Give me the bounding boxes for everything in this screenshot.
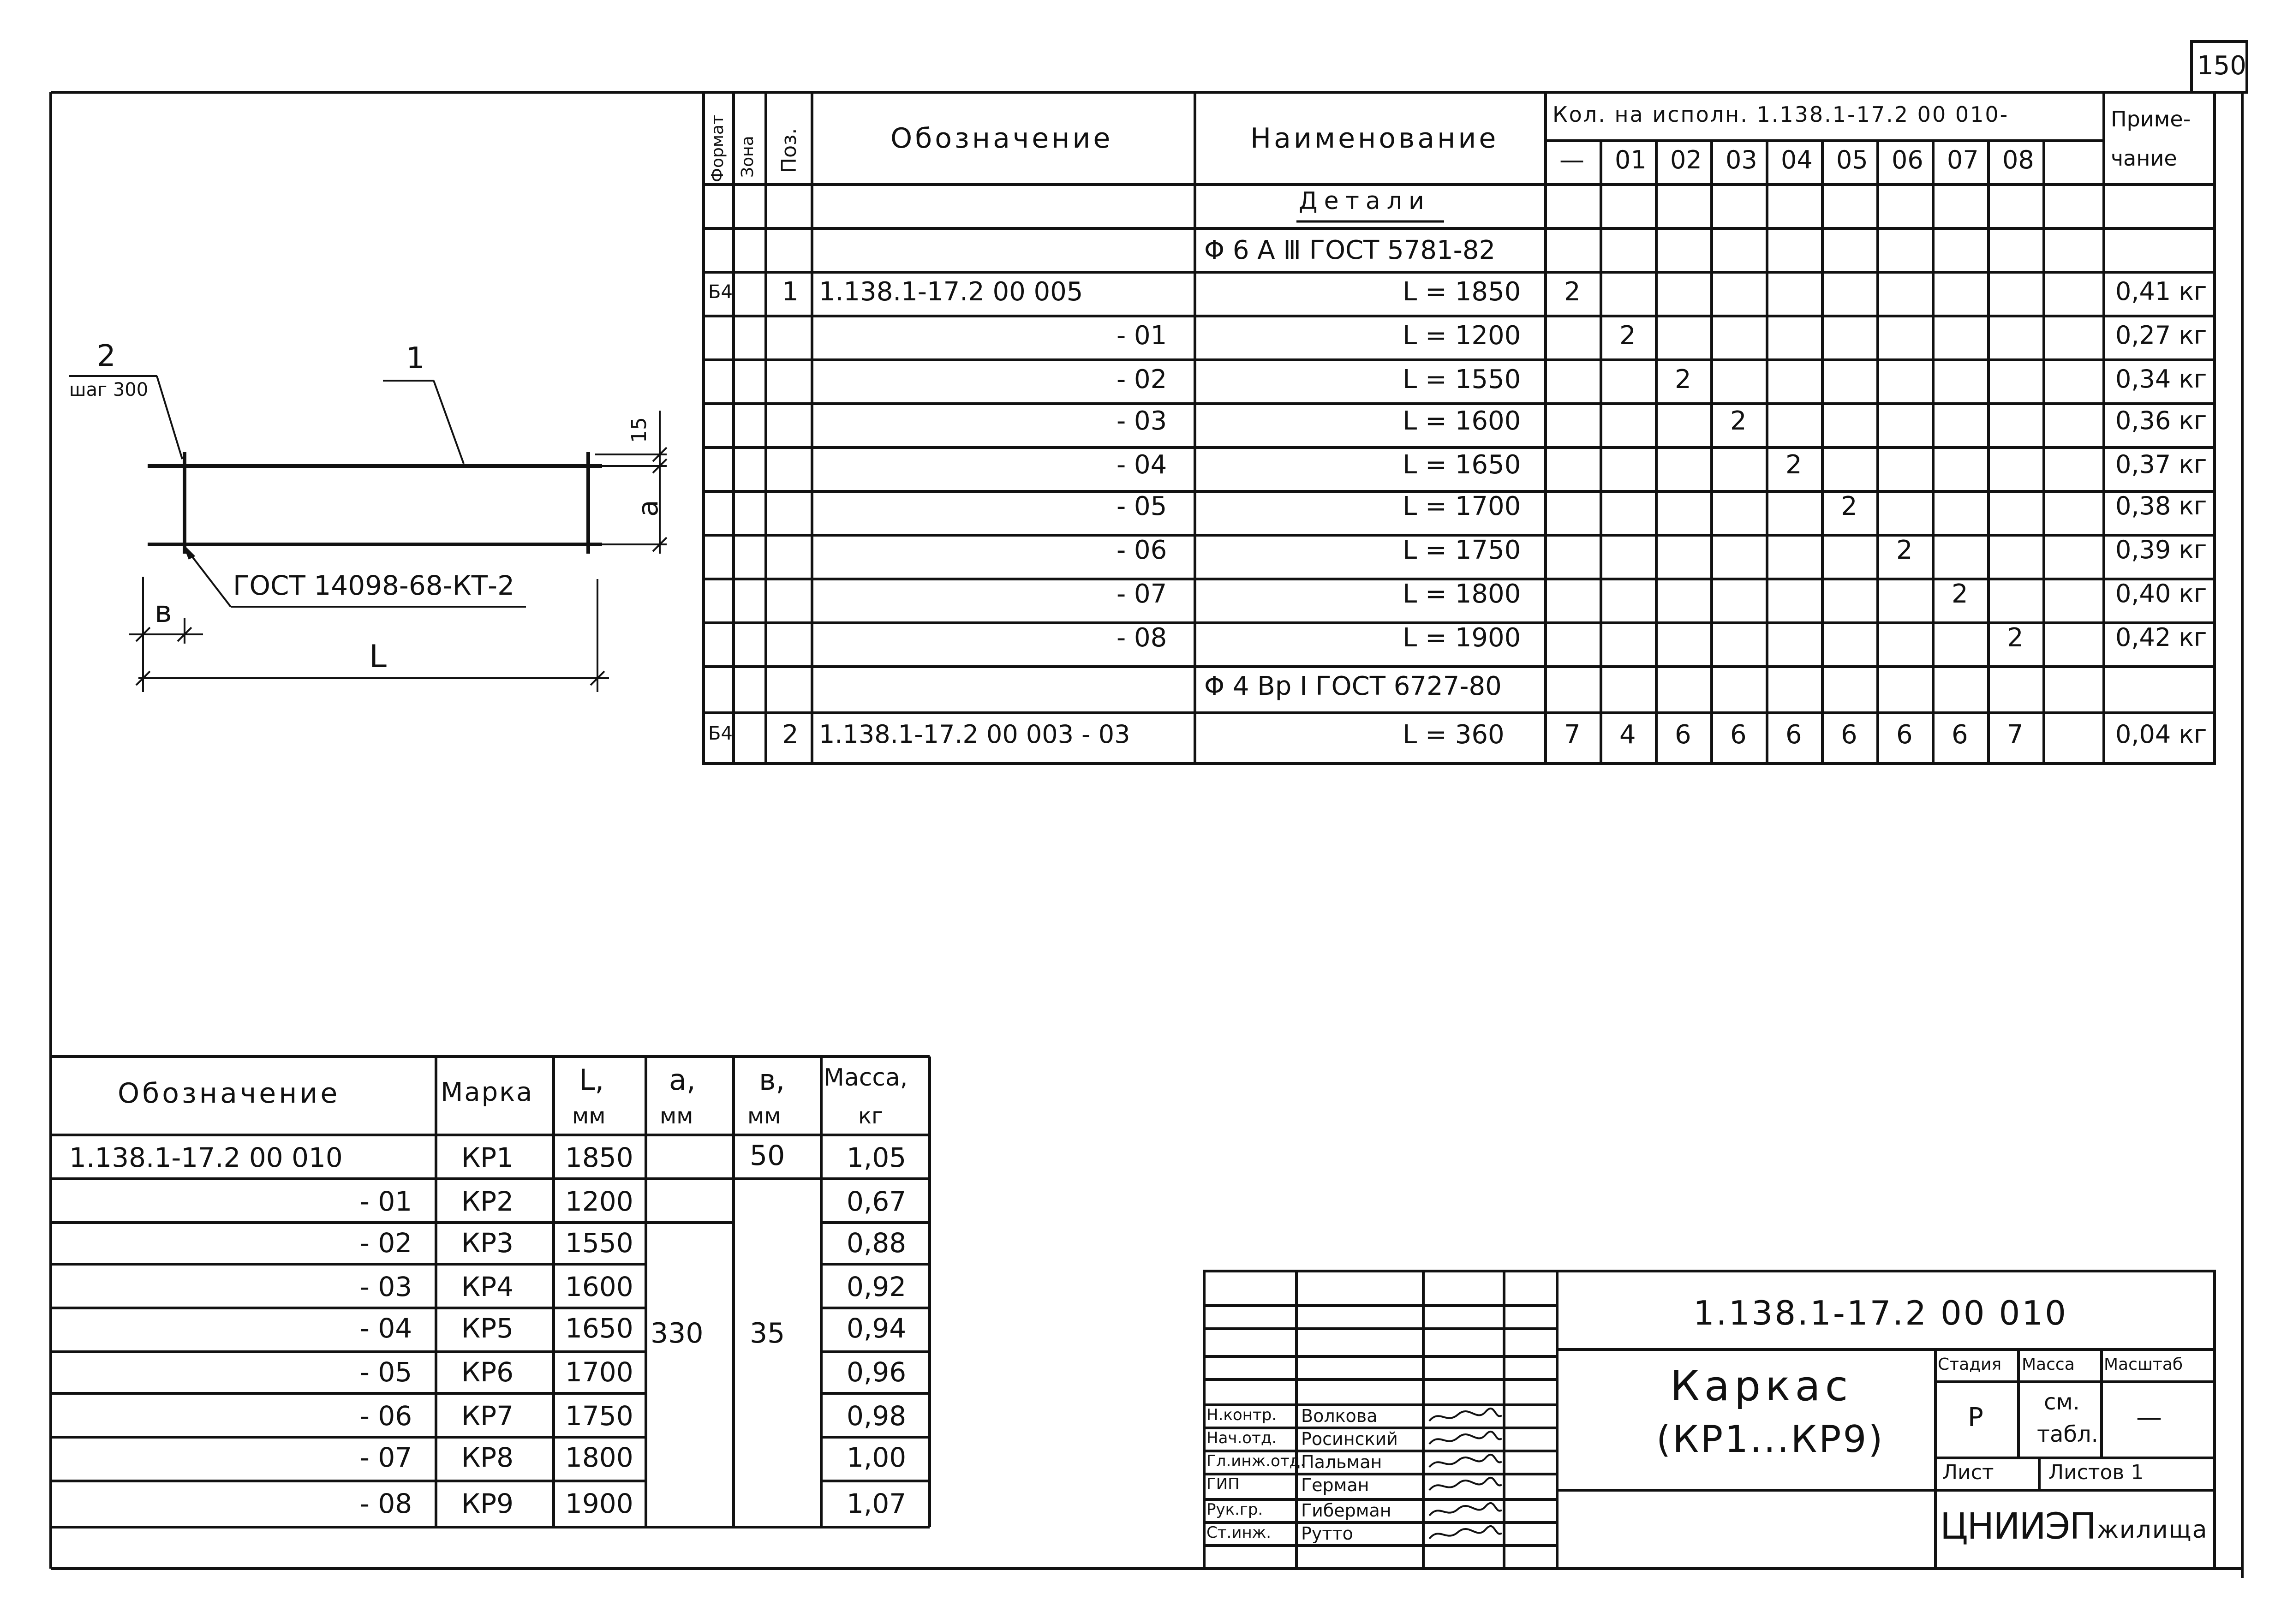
dim-L-label: L [369, 639, 387, 675]
signature-mark [1426, 1452, 1504, 1473]
variant-header-02: 02 [1670, 145, 1702, 174]
mass-value-2: табл. [2037, 1421, 2098, 1447]
mark-designation-cell: 1.138.1-17.2 00 010 [69, 1142, 343, 1173]
spec-name-cell: L = 1850 [1403, 277, 1521, 307]
mark-mass-cell: 0,88 [847, 1227, 907, 1259]
variant-header-08: 08 [2002, 145, 2034, 174]
callout-2-label: 2 [97, 339, 116, 373]
spec-designation-cell: - 04 [1117, 450, 1167, 480]
title-line-2: (КР1...КР9) [1656, 1418, 1885, 1461]
mark-length-cell: 1700 [565, 1356, 633, 1388]
mark-mass-cell: 1,00 [847, 1442, 907, 1473]
mark-mass-cell: 0,96 [847, 1356, 907, 1388]
variant-header-04: 04 [1781, 145, 1813, 174]
mark-header-L-unit: мм [572, 1103, 606, 1129]
spec-designation-cell: - 08 [1117, 623, 1167, 653]
weld-spec-label: ГОСТ 14098-68-КТ-2 [233, 570, 514, 601]
spec-note-cell: 0,40 кг [2115, 579, 2207, 608]
mark-mass-cell: 1,05 [847, 1142, 907, 1173]
signature-mark [1426, 1524, 1504, 1545]
spec-header-zone: Зона [738, 136, 757, 178]
mark-header-b-unit: мм [747, 1103, 781, 1129]
spec-designation-cell: 1.138.1-17.2 00 003 - 03 [819, 720, 1130, 749]
staff-name-cell: Гиберман [1301, 1500, 1391, 1521]
spec-qty-cell: 2 [1841, 491, 1857, 521]
spec-qty-cell: 2 [1619, 321, 1636, 351]
spec-qty-cell: 6 [1675, 720, 1691, 750]
dim-b-label: в [155, 595, 172, 629]
mark-code-cell: КР1 [461, 1142, 514, 1173]
mark-a-value: 330 [651, 1317, 704, 1349]
spec-header-name: Наименование [1250, 122, 1499, 155]
step-label: шаг 300 [69, 379, 149, 400]
stage-value: Р [1968, 1403, 1983, 1433]
mark-length-cell: 1550 [565, 1227, 633, 1259]
organization-part-2: жилища [2097, 1516, 2208, 1544]
spec-section-details: Детали [1299, 187, 1431, 215]
spec-qty-cell: 6 [1896, 720, 1913, 750]
spec-qty-cell: 2 [1952, 579, 1968, 609]
mark-designation-cell: - 07 [360, 1442, 412, 1473]
spec-format-cell: Б4 [708, 281, 733, 303]
spec-header-note-1: Приме- [2111, 107, 2191, 131]
spec-pos-cell: 2 [782, 720, 799, 750]
spec-qty-cell: 2 [1730, 406, 1747, 436]
spec-name-cell: L = 1550 [1403, 364, 1521, 394]
spec-note-cell: 0,27 кг [2115, 321, 2207, 350]
mark-mass-cell: 1,07 [847, 1488, 907, 1519]
mark-length-cell: 1650 [565, 1313, 633, 1344]
staff-role-cell: Н.контр. [1206, 1406, 1277, 1424]
spec-qty-cell: 6 [1785, 720, 1802, 750]
mark-header-designation: Обозначение [118, 1077, 340, 1110]
variant-header-07: 07 [1947, 145, 1979, 174]
mark-mass-cell: 0,94 [847, 1313, 907, 1344]
sheet-number: 150 [2197, 51, 2246, 81]
spec-note-cell: 0,42 кг [2115, 623, 2207, 652]
mark-b-first: 50 [750, 1140, 785, 1172]
mark-header-L: L, [579, 1063, 604, 1097]
signature-mark [1426, 1429, 1504, 1450]
sheets-label: Листов 1 [2048, 1461, 2144, 1484]
spec-name-cell: L = 1750 [1403, 535, 1521, 565]
spec-header-pos: Поз. [777, 128, 801, 173]
mark-mass-cell: 0,92 [847, 1271, 907, 1302]
mass-value-1: см. [2044, 1389, 2080, 1415]
variant-header-05: 05 [1836, 145, 1868, 174]
spec-note-cell: 0,38 кг [2115, 491, 2207, 520]
callout-1-label: 1 [406, 341, 425, 376]
staff-role-cell: Гл.инж.отд. [1206, 1452, 1305, 1470]
staff-role-cell: Ст.инж. [1206, 1523, 1272, 1542]
mark-length-cell: 1200 [565, 1186, 633, 1217]
staff-name-cell: Волкова [1301, 1406, 1378, 1426]
spec-designation-cell: - 03 [1117, 406, 1167, 436]
scale-value: — [2136, 1403, 2162, 1433]
spec-qty-cell: 4 [1619, 720, 1636, 750]
spec-material-2: Φ 4 Bр Ⅰ ГОСТ 6727-80 [1204, 671, 1502, 701]
mark-designation-cell: - 01 [360, 1186, 412, 1217]
spec-name-cell: L = 360 [1403, 720, 1505, 750]
spec-name-cell: L = 1650 [1403, 450, 1521, 480]
spec-material-1: Φ 6 A Ⅲ ГОСТ 5781-82 [1204, 235, 1496, 265]
spec-pos-cell: 1 [782, 277, 799, 307]
spec-qty-cell: 2 [1564, 277, 1581, 307]
mark-mass-cell: 0,98 [847, 1400, 907, 1432]
sheet-label: Лист [1942, 1461, 1994, 1484]
staff-role-cell: Нач.отд. [1206, 1429, 1277, 1447]
spec-qty-cell: 2 [1785, 450, 1802, 480]
variant-header-base: — [1559, 145, 1584, 174]
mark-designation-cell: - 02 [360, 1227, 412, 1259]
mark-length-cell: 1900 [565, 1488, 633, 1519]
staff-name-cell: Герман [1301, 1475, 1369, 1495]
mark-header-mass: Масса, [824, 1064, 908, 1092]
spec-note-cell: 0,34 кг [2115, 364, 2207, 394]
mark-header-a-unit: мм [660, 1103, 693, 1129]
mark-length-cell: 1850 [565, 1142, 633, 1173]
mark-designation-cell: - 03 [360, 1271, 412, 1302]
spec-note-cell: 0,39 кг [2115, 535, 2207, 564]
frame-sketch [148, 452, 602, 554]
spec-note-cell: 0,04 кг [2115, 720, 2207, 749]
mark-code-cell: КР8 [461, 1442, 514, 1473]
document-code: 1.138.1-17.2 00 010 [1693, 1294, 2068, 1332]
spec-designation-cell: 1.138.1-17.2 00 005 [819, 277, 1083, 307]
spec-designation-cell: - 02 [1117, 364, 1167, 394]
spec-designation-cell: - 05 [1117, 491, 1167, 521]
signature-mark [1426, 1475, 1504, 1496]
mass-label: Масса [2022, 1355, 2075, 1374]
staff-role-cell: Рук.гр. [1206, 1500, 1263, 1519]
mark-code-cell: КР6 [461, 1356, 514, 1388]
mark-header-mark: Марка [441, 1077, 534, 1107]
staff-role-cell: ГИП [1206, 1475, 1240, 1493]
staff-name-cell: Рутто [1301, 1523, 1353, 1544]
dim-a-label: а [632, 500, 664, 517]
signature-mark [1426, 1501, 1504, 1522]
spec-designation-cell: - 07 [1117, 579, 1167, 609]
spec-header-designation: Обозначение [890, 122, 1113, 155]
spec-note-cell: 0,37 кг [2115, 450, 2207, 479]
mark-length-cell: 1800 [565, 1442, 633, 1473]
variant-header-01: 01 [1615, 145, 1647, 174]
spec-designation-cell: - 01 [1117, 321, 1167, 351]
mark-designation-cell: - 05 [360, 1356, 412, 1388]
signature-mark [1426, 1406, 1504, 1427]
spec-qty-cell: 2 [1896, 535, 1913, 565]
spec-name-cell: L = 1200 [1403, 321, 1521, 351]
staff-name-cell: Росинский [1301, 1429, 1398, 1449]
spec-qty-cell: 6 [1841, 720, 1857, 750]
mark-mass-cell: 0,67 [847, 1186, 907, 1217]
mark-designation-cell: - 08 [360, 1488, 412, 1519]
mark-code-cell: КР4 [461, 1271, 514, 1302]
spec-qty-cell: 7 [1564, 720, 1581, 750]
mark-code-cell: КР2 [461, 1186, 514, 1217]
spec-designation-cell: - 06 [1117, 535, 1167, 565]
spec-name-cell: L = 1800 [1403, 579, 1521, 609]
mark-header-b: в, [759, 1063, 785, 1097]
spec-header-qty: Кол. на исполн. 1.138.1-17.2 00 010- [1553, 102, 2009, 127]
spec-header-note-2: чание [2111, 146, 2177, 171]
staff-name-cell: Пальман [1301, 1452, 1382, 1472]
variant-header-03: 03 [1726, 145, 1757, 174]
spec-header-format: Формат [708, 114, 727, 182]
dim-15-label: 15 [627, 417, 651, 443]
organization-part-1: ЦНИИЭП [1940, 1506, 2096, 1547]
spec-note-cell: 0,36 кг [2115, 406, 2207, 435]
mark-code-cell: КР7 [461, 1400, 514, 1432]
variant-header-06: 06 [1892, 145, 1923, 174]
scale-label: Масштаб [2104, 1355, 2183, 1374]
spec-note-cell: 0,41 кг [2115, 277, 2207, 306]
spec-name-cell: L = 1700 [1403, 491, 1521, 521]
mark-code-cell: КР3 [461, 1227, 514, 1259]
mark-header-mass-unit: кг [858, 1103, 884, 1129]
stage-label: Стадия [1938, 1355, 2002, 1374]
mark-designation-cell: - 06 [360, 1400, 412, 1432]
mark-length-cell: 1750 [565, 1400, 633, 1432]
spec-name-cell: L = 1600 [1403, 406, 1521, 436]
title-line-1: Каркас [1670, 1362, 1853, 1410]
spec-name-cell: L = 1900 [1403, 623, 1521, 653]
mark-b-rest: 35 [750, 1317, 785, 1349]
spec-qty-cell: 2 [1675, 364, 1691, 394]
spec-format-cell: Б4 [708, 723, 733, 744]
mark-code-cell: КР9 [461, 1488, 514, 1519]
spec-qty-cell: 6 [1730, 720, 1747, 750]
spec-qty-cell: 2 [2007, 623, 2024, 653]
spec-qty-cell: 7 [2007, 720, 2024, 750]
spec-qty-cell: 6 [1952, 720, 1968, 750]
mark-length-cell: 1600 [565, 1271, 633, 1302]
mark-designation-cell: - 04 [360, 1313, 412, 1344]
mark-header-a: а, [669, 1063, 696, 1097]
mark-code-cell: КР5 [461, 1313, 514, 1344]
